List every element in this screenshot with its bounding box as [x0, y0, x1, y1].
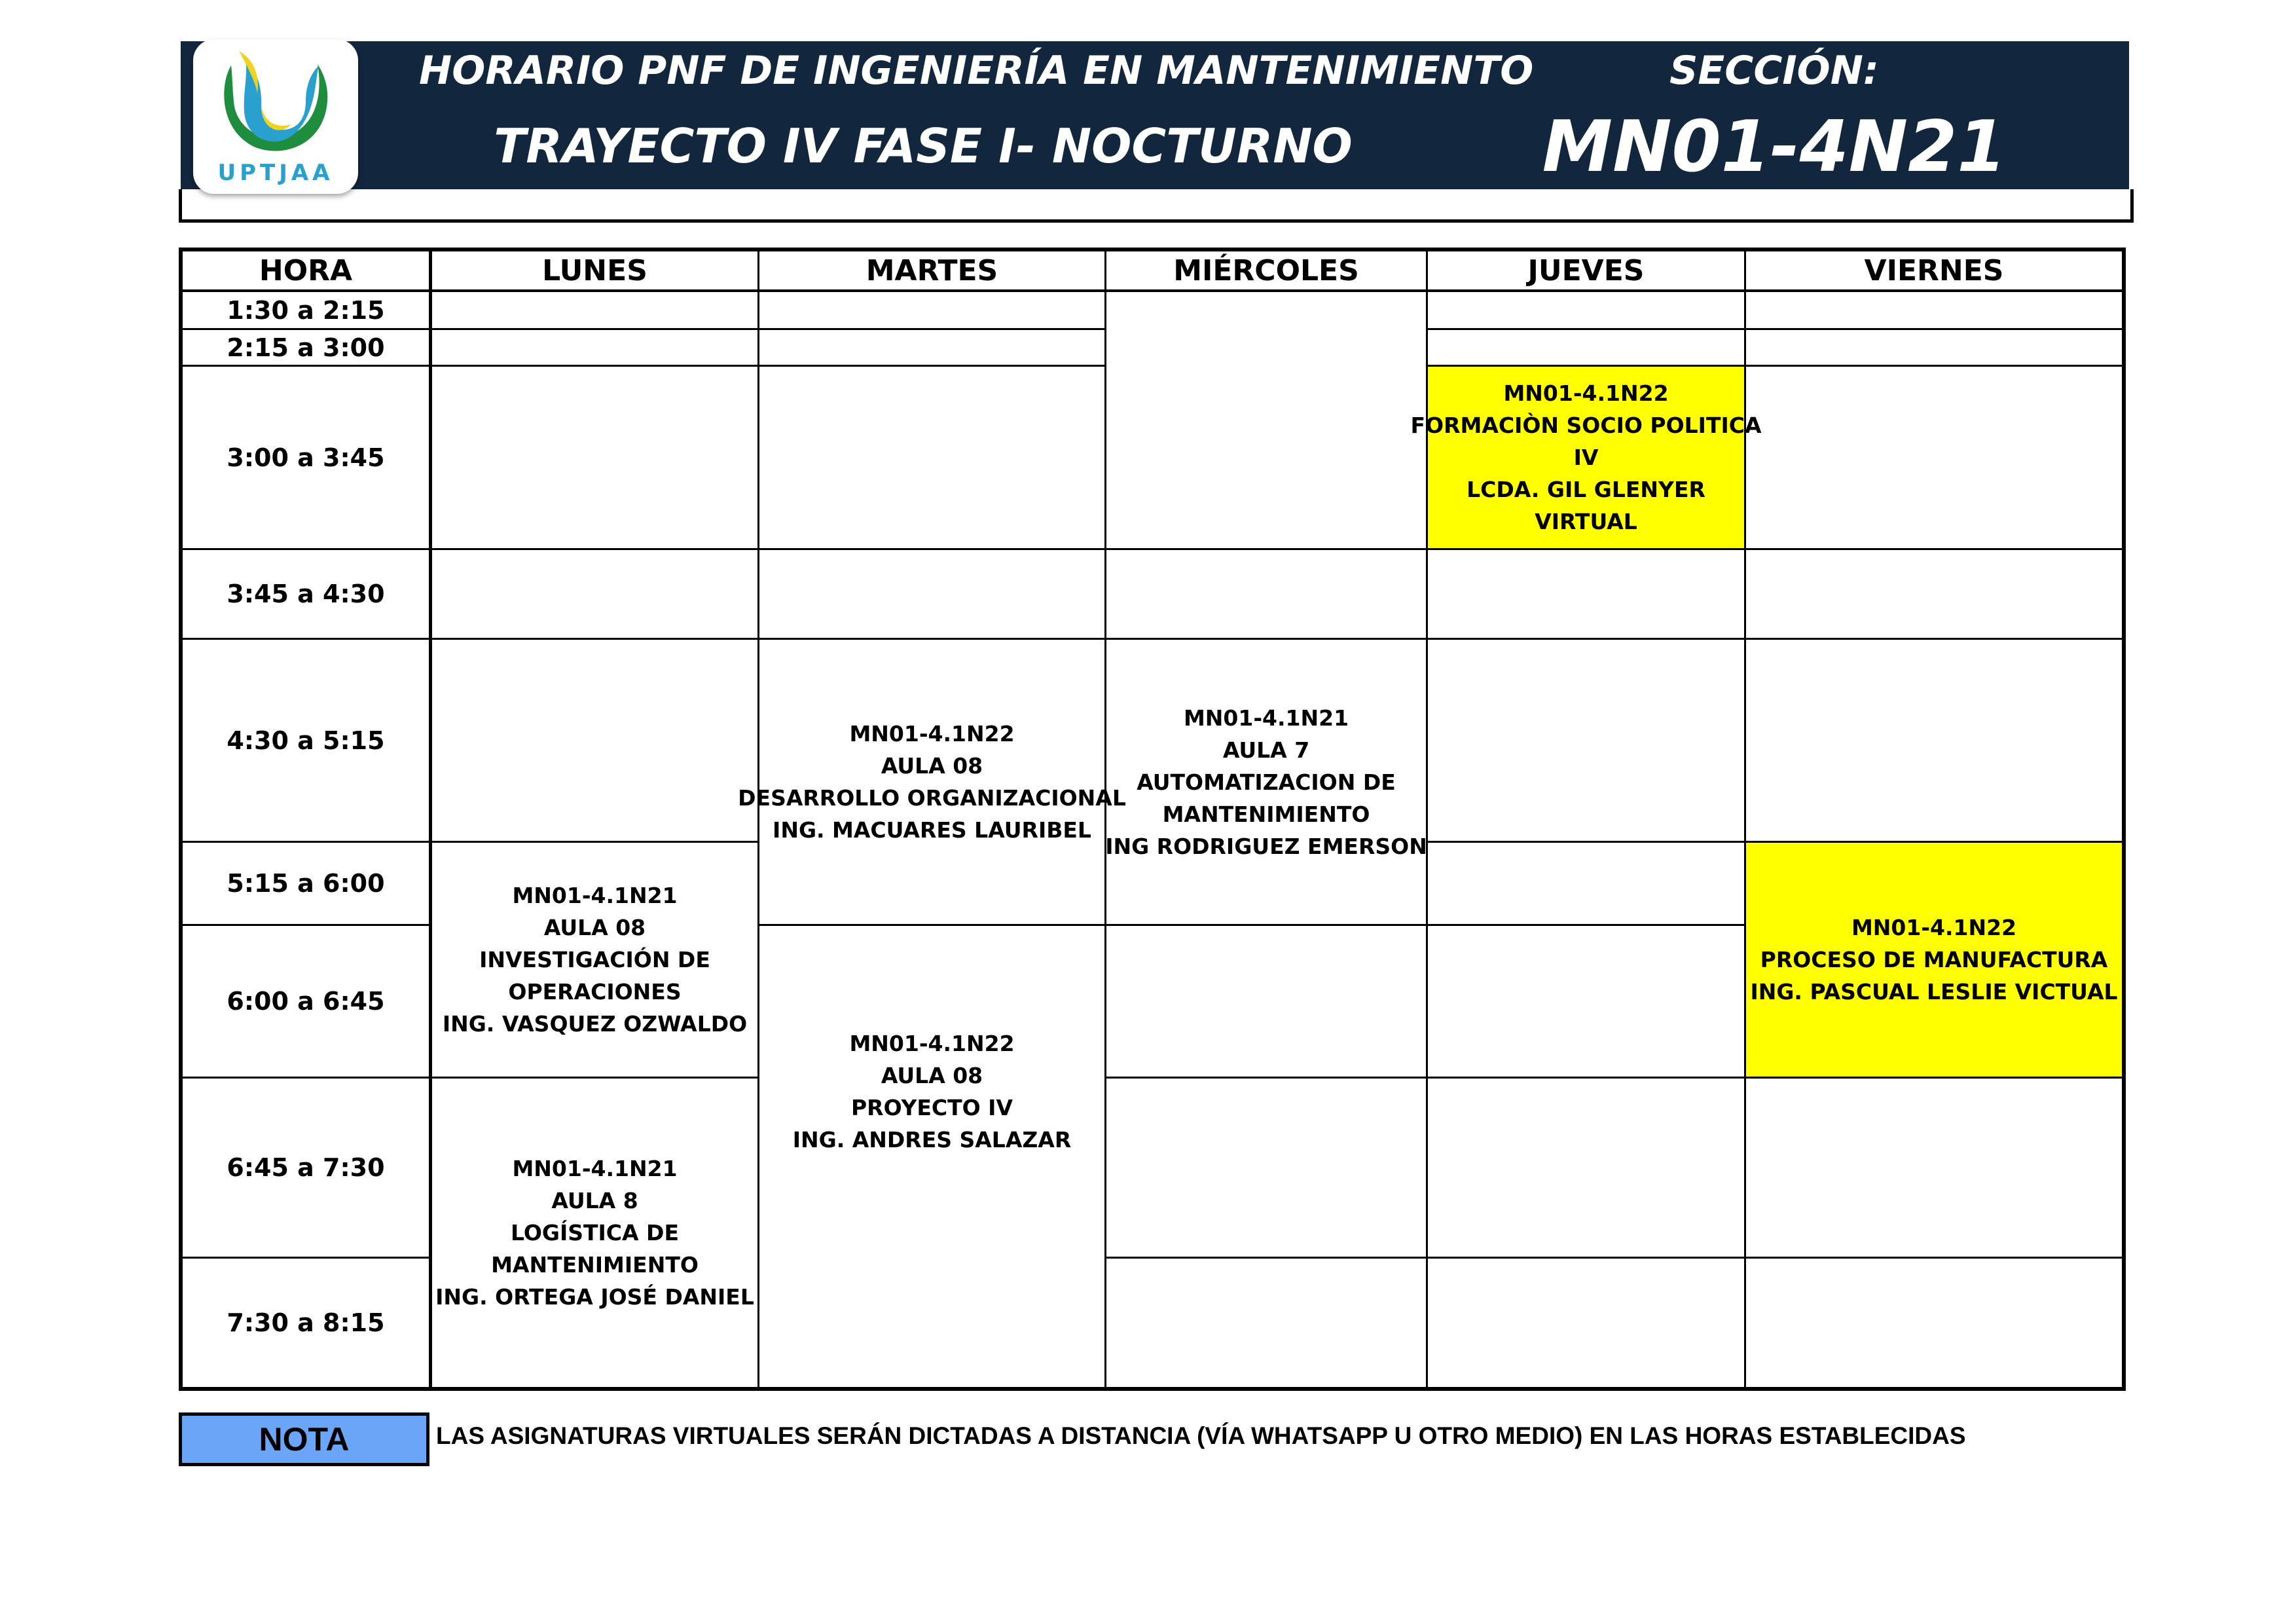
- class-code: MN01-4.1N22: [1851, 915, 2017, 940]
- class-teacher: ING. ORTEGA JOSÉ DANIEL: [435, 1284, 754, 1310]
- class-subject: DESARROLLO ORGANIZACIONAL: [738, 785, 1126, 811]
- class-subject: LOGÍSTICA DE: [510, 1220, 679, 1246]
- class-room: AULA 08: [881, 753, 983, 779]
- grid-line: [179, 289, 2126, 292]
- grid-line: [1426, 328, 2126, 330]
- class-teacher: ING. MACUARES LAURIBEL: [773, 817, 1091, 843]
- grid-line: [1104, 1257, 2126, 1259]
- grid-line: [1104, 1077, 2126, 1079]
- class-room: AULA 08: [543, 915, 646, 940]
- class-room: AULA 7: [1222, 737, 1310, 763]
- title-line-1: HORARIO PNF DE INGENIERÍA EN MANTENIMIENTO: [419, 48, 1534, 94]
- class-block-automatizacion: [1106, 640, 1426, 924]
- class-subject: FORMACIÒN SOCIO POLITICA: [1410, 413, 1762, 438]
- class-block-logistica: [432, 1079, 757, 1387]
- logo-text: UPTJAA: [217, 160, 334, 186]
- class-teacher: ING. PASCUAL LESLIE VICTUAL: [1750, 979, 2118, 1005]
- class-code: MN01-4.1N22: [849, 1030, 1015, 1056]
- class-subject-cont: IV: [1573, 445, 1599, 470]
- col-header-hora: HORA: [259, 253, 353, 287]
- hour-label: 5:15 a 6:00: [227, 869, 385, 898]
- class-teacher: LCDA. GIL GLENYER: [1467, 477, 1705, 502]
- hour-label: 3:45 a 4:30: [227, 580, 385, 608]
- class-code: MN01-4.1N21: [512, 883, 678, 908]
- hour-label: 7:30 a 8:15: [227, 1308, 385, 1337]
- hour-label: 2:15 a 3:00: [227, 333, 385, 362]
- col-header-martes: MARTES: [866, 253, 998, 287]
- hour-label: 3:00 a 3:45: [227, 443, 385, 472]
- class-subject-cont: MANTENIMIENTO: [491, 1252, 699, 1278]
- nota-text: LAS ASIGNATURAS VIRTUALES SERÁN DICTADAS A DISTANCIA (VÍA WHATSAPP U OTRO MEDIO) EN LAS HORAS ESTABLECIDAS: [436, 1422, 1966, 1449]
- class-room: AULA 08: [881, 1062, 983, 1088]
- class-subject: INVESTIGACIÓN DE: [479, 947, 710, 972]
- class-block-desarrollo-organizacional: [738, 640, 1126, 924]
- title-line-2: TRAYECTO IV FASE I- NOCTURNO: [494, 119, 1353, 174]
- class-code: MN01-4.1N21: [1183, 705, 1349, 731]
- class-code: MN01-4.1N21: [512, 1156, 678, 1181]
- hour-label: 4:30 a 5:15: [227, 726, 385, 755]
- hour-label: 1:30 a 2:15: [227, 295, 385, 325]
- col-header-lunes: LUNES: [542, 253, 647, 287]
- col-header-viernes: VIERNES: [1864, 253, 2004, 287]
- class-teacher: ING. VASQUEZ OZWALDO: [442, 1011, 748, 1037]
- class-modality: VIRTUAL: [1535, 509, 1637, 534]
- class-block-proceso-manufactura: [1746, 843, 2122, 1077]
- hour-label: 6:45 a 7:30: [227, 1153, 385, 1182]
- class-code: MN01-4.1N22: [1503, 380, 1669, 406]
- section-code: MN01-4N21: [1542, 106, 2007, 188]
- grid-line: [2122, 248, 2126, 1391]
- class-subject-cont: MANTENIMIENTO: [1162, 801, 1370, 827]
- class-block-proyecto-iv: [759, 926, 1104, 1257]
- col-header-miercoles: MIÉRCOLES: [1173, 253, 1359, 287]
- class-teacher: ING RODRIGUEZ EMERSON: [1105, 833, 1427, 859]
- grid-line: [179, 1387, 2126, 1391]
- class-subject-cont: OPERACIONES: [508, 979, 682, 1005]
- col-header-jueves: JUEVES: [1527, 253, 1645, 287]
- class-subject: AUTOMATIZACION DE: [1137, 769, 1396, 795]
- hour-label: 6:00 a 6:45: [227, 987, 385, 1016]
- class-block-formacion-socio-politica: [1410, 367, 1762, 548]
- class-code: MN01-4.1N22: [849, 721, 1015, 747]
- class-teacher: ING. ANDRES SALAZAR: [792, 1126, 1072, 1153]
- class-block-investigacion-operaciones: [432, 843, 757, 1077]
- nota-label: NOTA: [179, 1412, 429, 1466]
- header-underline-box: [179, 189, 2134, 223]
- logo-u-icon: [193, 39, 358, 164]
- uptjaa-logo: [193, 39, 358, 194]
- section-label: SECCIÓN:: [1669, 48, 1879, 94]
- class-subject: PROCESO DE MANUFACTURA: [1760, 947, 2108, 972]
- grid-line: [179, 548, 2126, 550]
- class-subject: PROYECTO IV: [850, 1094, 1013, 1120]
- class-room: AULA 8: [551, 1188, 638, 1213]
